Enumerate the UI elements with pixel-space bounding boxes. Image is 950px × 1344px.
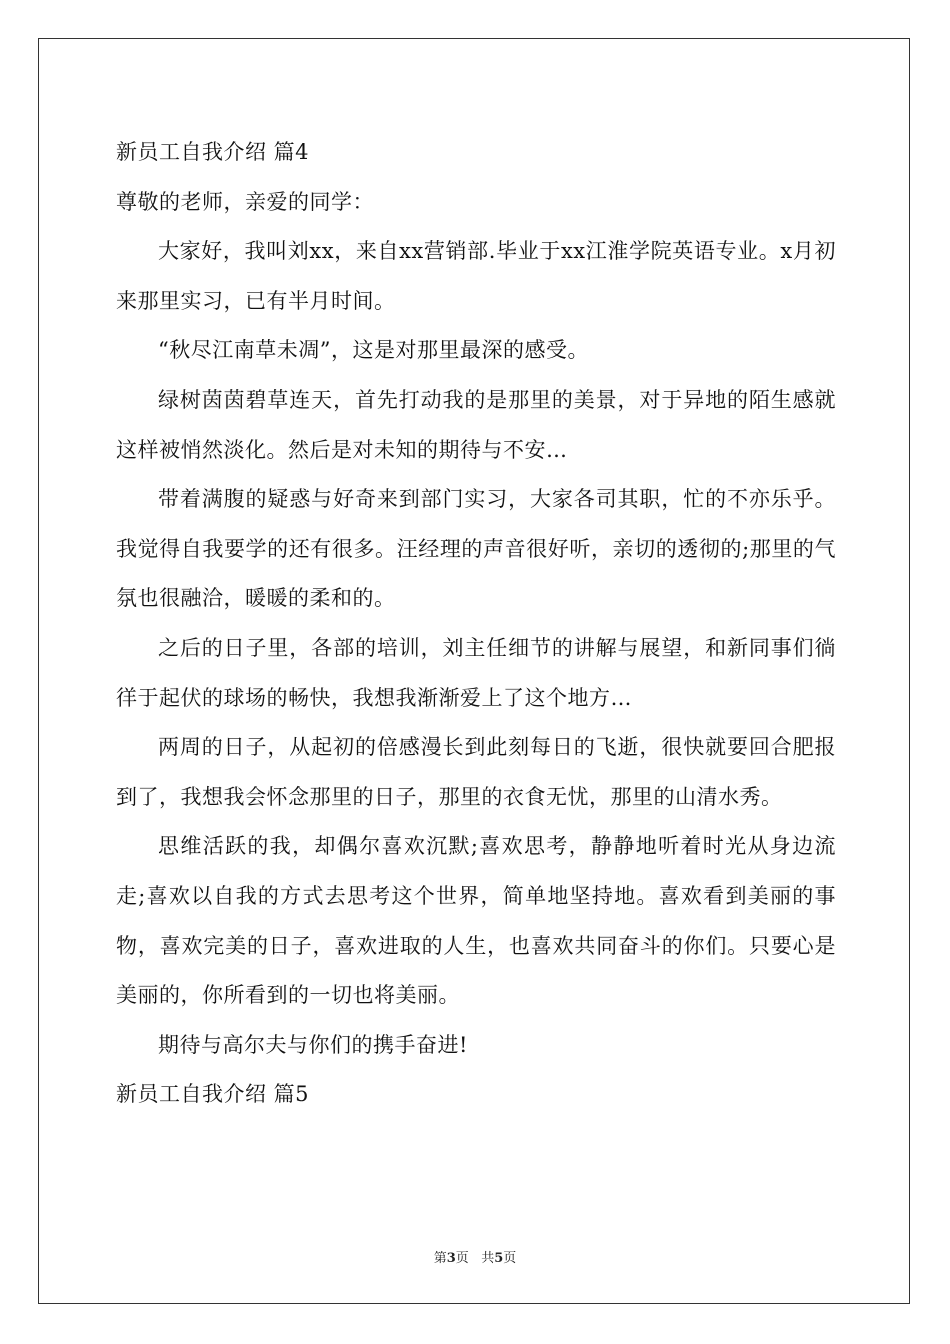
footer-total-pages: 5: [494, 1251, 504, 1266]
section-heading-5: 新员工自我介绍 篇5: [116, 1082, 310, 1107]
paragraph-scenery: 绿树茵茵碧草连天，首先打动我的是那里的美景，对于异地的陌生感就这样被悄然淡化。然后是对未知的期待与不安…: [116, 387, 836, 462]
paragraph-intro: 大家好，我叫刘xx，来自xx营销部.毕业于xx江淮学院英语专业。x月初来那里实习，已有半月时间。: [116, 239, 836, 313]
footer-current-page: 3: [446, 1251, 456, 1266]
paragraph-closing: 期待与高尔夫与你们的携手奋进!: [158, 1032, 468, 1057]
paragraph-training: 之后的日子里，各部的培训，刘主任细节的讲解与展望，和新同事们徜徉于起伏的球场的畅快，我想我渐渐爱上了这个地方…: [116, 635, 836, 710]
document-body: [116, 128, 836, 1120]
paragraph-two-weeks: 两周的日子，从起初的倍感漫长到此刻每日的飞逝，很快就要回合肥报到了，我想我会怀念那里的日子，那里的衣食无忧，那里的山清水秀。: [116, 735, 836, 809]
paragraph-personality: 思维活跃的我，却偶尔喜欢沉默;喜欢思考，静静地听着时光从身边流走;喜欢以自我的方式去思考这个世界，简单地坚持地。喜欢看到美丽的事物，喜欢完美的日子，喜欢进取的人生，也喜欢共同奋斗的你们。只要心是美丽的，你所看到的一切也将美丽。: [116, 834, 836, 1008]
footer-prefix: 第: [433, 1251, 447, 1266]
page-footer: [0, 1247, 950, 1266]
footer-total-suffix: 页: [503, 1251, 517, 1266]
footer-total-prefix: 共: [481, 1251, 495, 1266]
paragraph-quote: “秋尽江南草未凋”，这是对那里最深的感受。: [158, 338, 589, 363]
section-heading-4: 新员工自我介绍 篇4: [116, 140, 310, 164]
footer-page-suffix: 页: [455, 1251, 469, 1266]
salutation: 尊敬的老师，亲爱的同学：: [116, 189, 374, 214]
paragraph-department: 带着满腹的疑惑与好奇来到部门实习，大家各司其职，忙的不亦乐乎。我觉得自我要学的还有很多。汪经理的声音很好听，亲切的透彻的;那里的气氛也很融洽，暖暖的柔和的。: [116, 487, 836, 611]
